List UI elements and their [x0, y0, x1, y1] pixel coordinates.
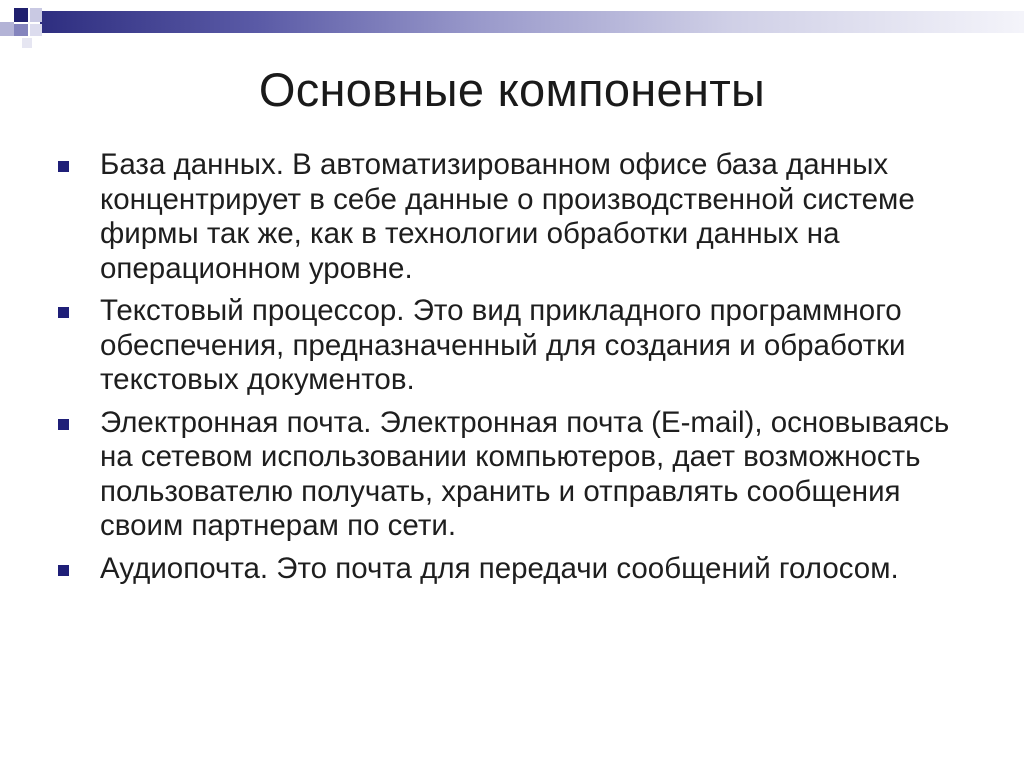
- list-item-text: База данных. В автоматизированном офисе база данных концентрирует в себе данные о производственной системе фирмы так же, как в технологии обработки данных на операционном уровне.: [100, 148, 915, 285]
- square-bullet-icon: [58, 565, 69, 576]
- list-item: [58, 406, 958, 544]
- square-bullet-icon: [58, 419, 69, 430]
- square-bullet-icon: [58, 307, 69, 318]
- list-item-text: Электронная почта. Электронная почта (E-mail), основываясь на сетевом использовании компьютеров, дает возможность пользователю получать, хранить и отправлять сообщения своим партнерам по сети.: [100, 405, 950, 542]
- decorative-square: [22, 38, 32, 48]
- list-item-text: Аудиопочта. Это почта для передачи сообщений голосом.: [100, 551, 899, 585]
- bullet-list: [58, 148, 958, 594]
- square-bullet-icon: [58, 161, 69, 172]
- list-item: [58, 294, 958, 398]
- decorative-square: [14, 8, 28, 22]
- decorative-square: [30, 24, 42, 36]
- decorative-square: [14, 24, 28, 36]
- decorative-square: [30, 8, 42, 22]
- slide-title: Основные компоненты: [258, 63, 766, 116]
- decorative-header-band: [0, 0, 1024, 52]
- list-item: [58, 552, 958, 587]
- decorative-square: [0, 22, 14, 36]
- list-item: [58, 148, 958, 286]
- header-gradient-bar: [40, 11, 1024, 33]
- list-item-text: Текстовый процессор. Это вид прикладного программного обеспечения, предназначенный для создания и обработки текстовых документов.: [100, 294, 906, 396]
